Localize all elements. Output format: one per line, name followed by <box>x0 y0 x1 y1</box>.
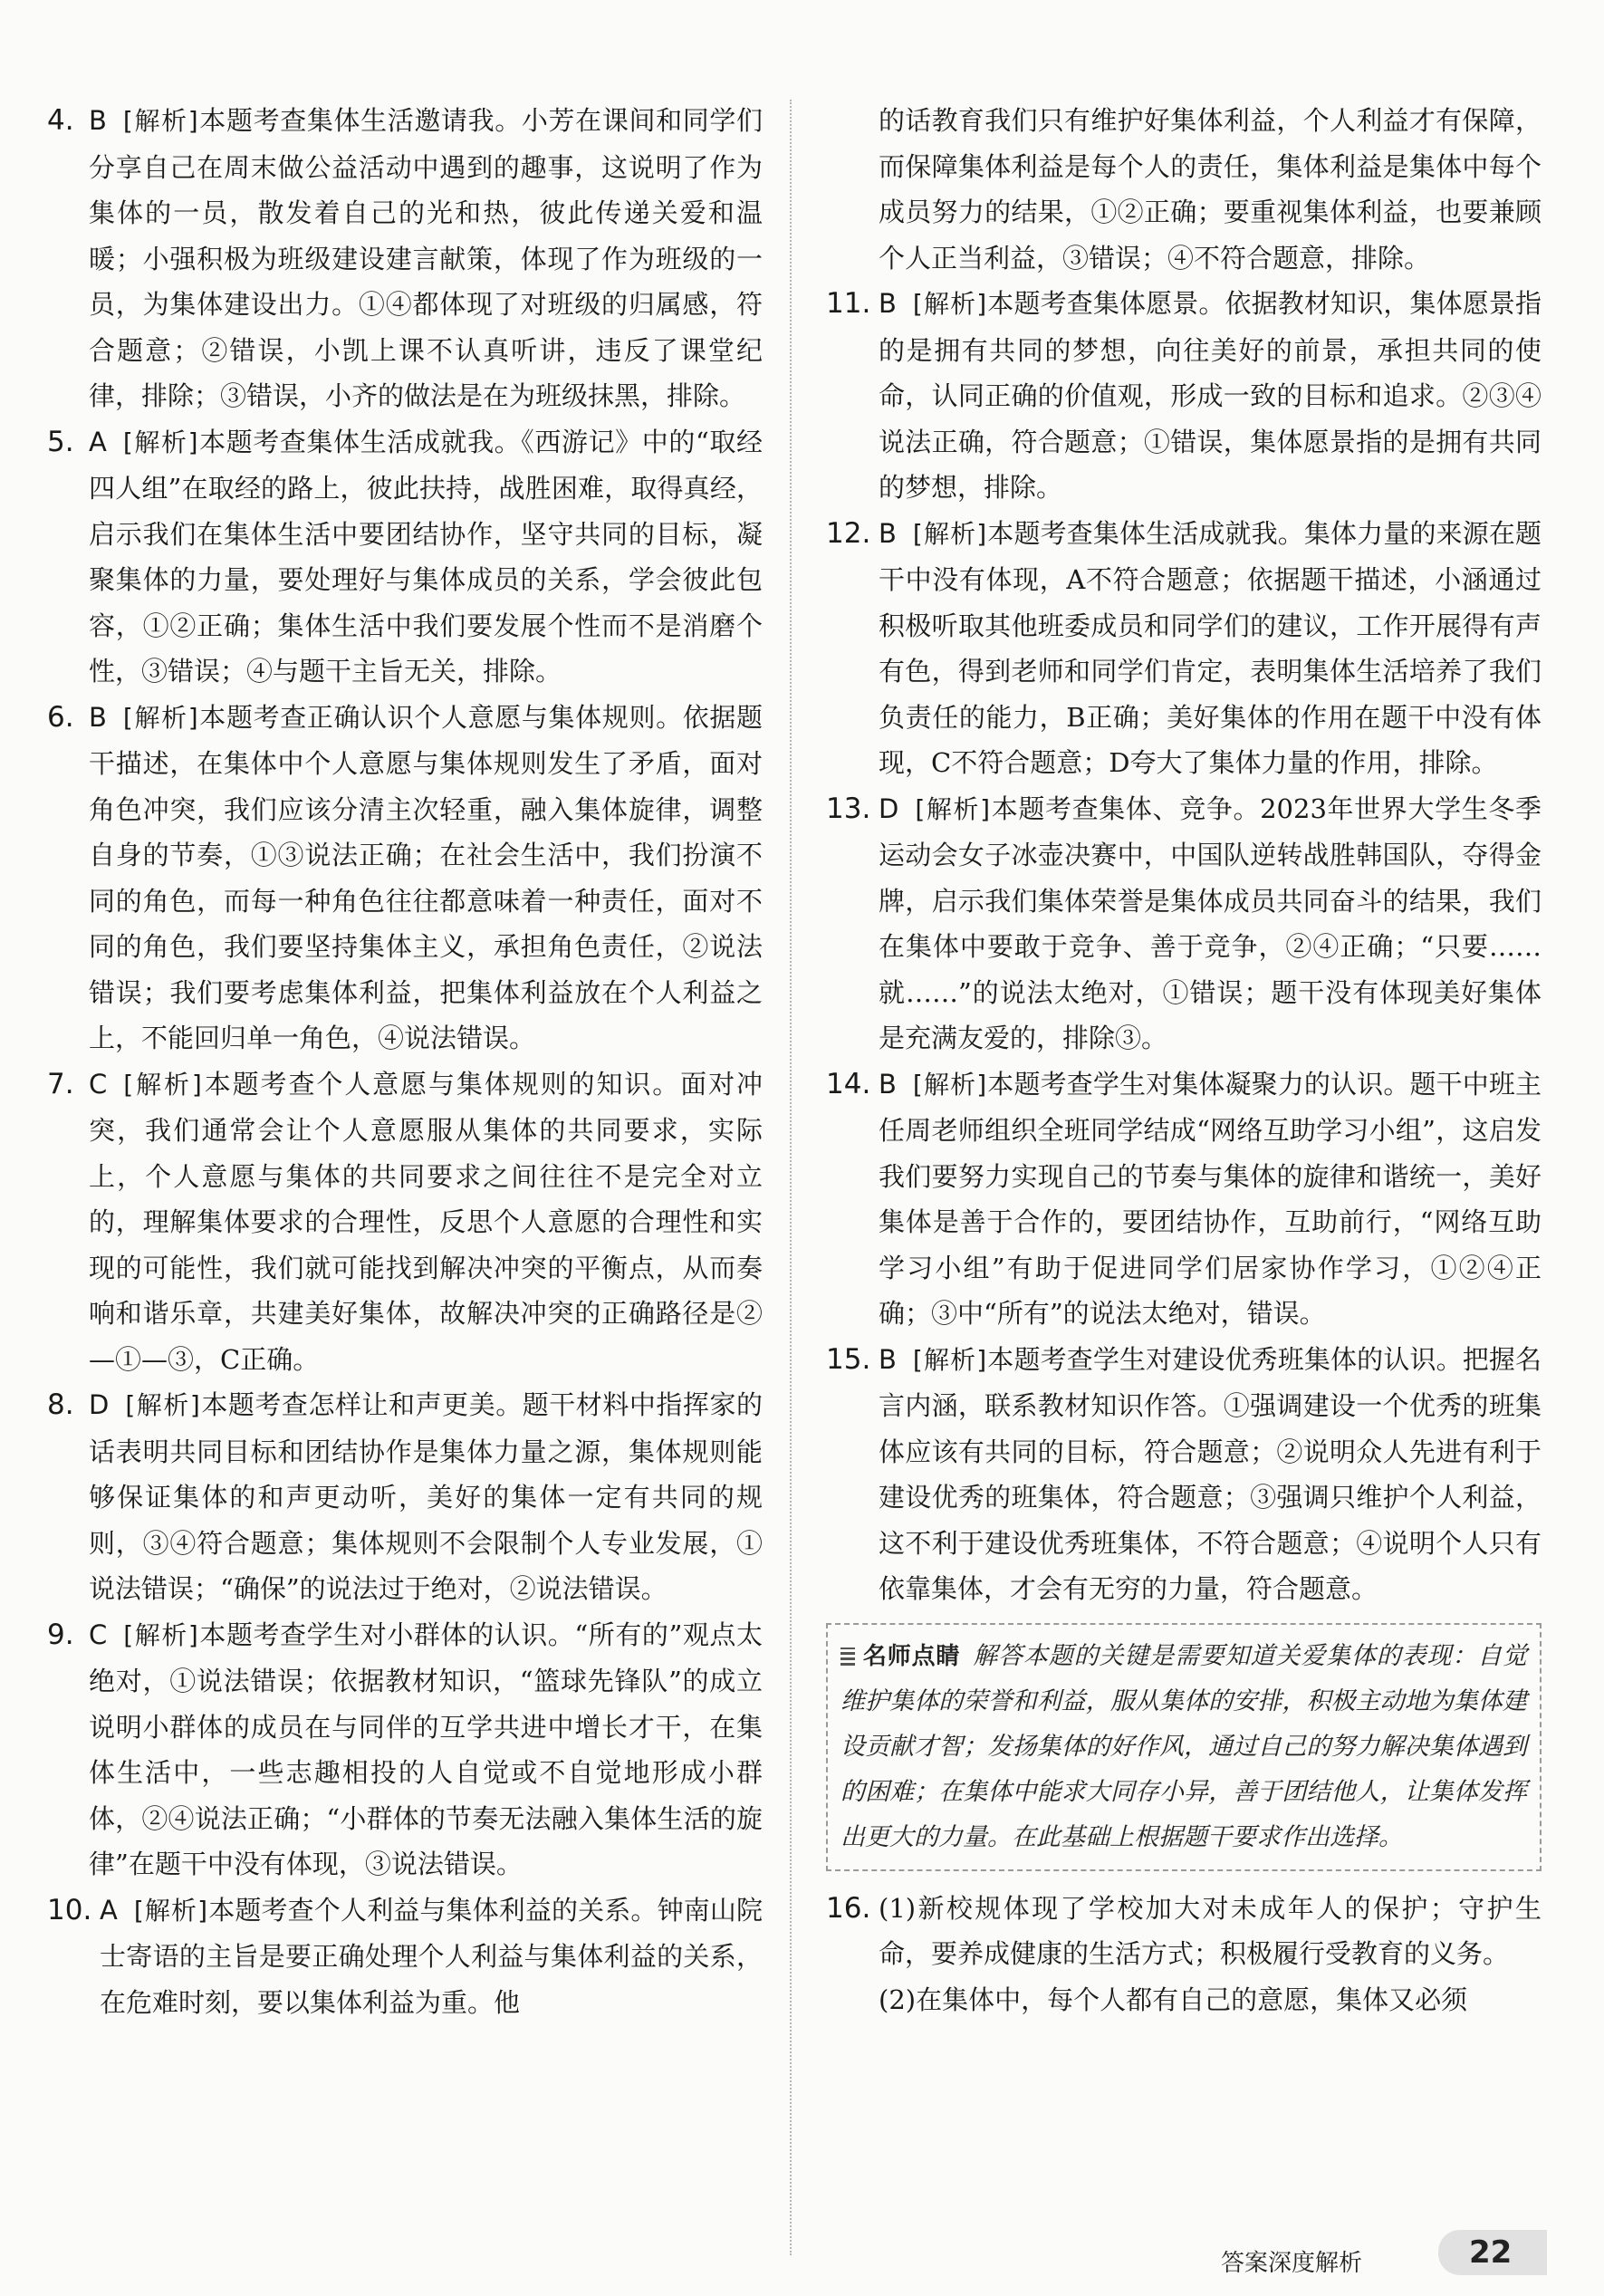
question-number: 4. <box>47 104 74 137</box>
question-number: 6. <box>47 700 74 734</box>
answer-part-2: (2)在集体中，每个人都有自己的意愿，集体又必须 <box>879 1984 1468 2015</box>
answer-item-16 <box>826 1886 1542 2023</box>
analysis-tag: [解析] <box>122 106 199 136</box>
analysis-tag: [解析] <box>133 1895 209 1926</box>
analysis-text: 本题考查个人利益与集体利益的关系。钟南山院士寄语的主旨是要正确处理个人利益与集体利益的关系，在危难时刻，要以集体利益为重。他 <box>100 1894 763 2018</box>
question-number: 16. <box>826 1891 871 1925</box>
analysis-text: 本题考查集体愿景。依据教材知识，集体愿景指的是拥有共同的梦想，向往美好的前景，承担共同的使命，认同正确的价值观，形成一致的目标和追求。②③④说法正确，符合题意；①错误，集体愿景指的是拥有共同的梦想，排除。 <box>879 288 1542 503</box>
analysis-tag: [解析] <box>915 793 992 824</box>
question-number: 12. <box>826 516 871 550</box>
answer-item-10 <box>47 1888 763 2026</box>
answer-option: A <box>100 1894 118 1926</box>
analysis-text: 本题考查学生对小群体的认识。“所有的”观点太绝对，①说法错误；依据教材知识，“篮球先锋队”的成立说明小群体的成员在与同伴的互学共进中增长才干，在集体生活中，一些志趣相投的人自觉或不自觉地形成小群体，②④说法正确；“小群体的节奏无法融入集体生活的旋律”在题干中没有体现，③说法错误。 <box>89 1619 763 1879</box>
column-divider <box>790 100 792 2255</box>
tip-marker-icon <box>840 1648 855 1666</box>
answer-option: B <box>879 288 897 319</box>
analysis-tag: [解析] <box>912 518 988 549</box>
question-number: 11. <box>826 287 871 320</box>
answer-item-11 <box>826 281 1542 511</box>
page-number: 22 <box>1438 2230 1547 2275</box>
analysis-tag: [解析] <box>912 1344 988 1375</box>
analysis-tag: [解析] <box>123 1619 199 1650</box>
question-number: 15. <box>826 1342 871 1376</box>
analysis-text: 本题考查学生对建设优秀班集体的认识。把握名言内涵，联系教材知识作答。①强调建设一个优秀的班集体应该有共同的目标，符合题意；②说明众人先进有利于建设优秀的班集体，符合题意；③强调只维护个人利益，这不利于建设优秀班集体，不符合题意；④说明个人只有依靠集体，才会有无穷的力量，符合题意。 <box>879 1343 1542 1604</box>
answer-option: B <box>89 701 107 733</box>
question-number: 8. <box>47 1388 74 1421</box>
right-column <box>826 98 1542 2022</box>
analysis-tag: [解析] <box>912 289 988 319</box>
answer-option: D <box>89 1389 110 1420</box>
analysis-text: 本题考查个人意愿与集体规则的知识。面对冲突，我们通常会让个人意愿服从集体的共同要求，实际上，个人意愿与集体的共同要求之间往往不是完全对立的，理解集体要求的合理性，反思个人意愿的合理性和实现的可能性，我们就可能找到解决冲突的平衡点，从而奏响和谐乐章，共建美好集体，故解决冲突的正确路径是②—①—③，C正确。 <box>89 1068 763 1375</box>
analysis-text: 本题考查学生对集体凝聚力的认识。题干中班主任周老师组织全班同学结成“网络互助学习小组”，这启发我们要努力实现自己的节奏与集体的旋律和谐统一，美好集体是善于合作的，要团结协作，互助前行，“网络互助学习小组”有助于促进同学们居家协作学习，①②④正确；③中“所有”的说法太绝对，错误。 <box>879 1068 1542 1329</box>
analysis-text: 本题考查集体生活成就我。《西游记》中的“取经四人组”在取经的路上，彼此扶持，战胜困难，取得真经，启示我们在集体生活中要团结协作，坚守共同的目标，凝聚集体的力量，要处理好与集体成员的关系，学会彼此包容，①②正确；集体生活中我们要发展个性而不是消磨个性，③错误；④与题干主旨无关，排除。 <box>89 426 763 687</box>
answer-option: A <box>89 426 107 457</box>
tip-text: 解答本题的关键是需要知道关爱集体的表现：自觉维护集体的荣誉和利益，服从集体的安排，积极主动地为集体建设贡献才智；发扬集体的好作风，通过自己的努力解决集体遇到的困难；在集体中能求大同存小异，善于团结他人，让集体发挥出更大的力量。在此基础上根据题干要求作出选择。 <box>840 1641 1527 1851</box>
analysis-tag: [解析] <box>122 702 199 733</box>
analysis-text: 本题考查集体、竞争。2023年世界大学生冬季运动会女子冰壶决赛中，中国队逆转战胜韩国队，夺得金牌，启示我们集体荣誉是集体成员共同奋斗的结果，我们在集体中要敢于竞争、善于竞争，②④正确；“只要……就……”的说法太绝对，①错误；题干没有体现美好集体是充满友爱的，排除③。 <box>879 793 1542 1053</box>
analysis-tag: [解析] <box>123 1069 203 1100</box>
analysis-text: 本题考查怎样让和声更美。题干材料中指挥家的话表明共同目标和团结协作是集体力量之源，集体规则能够保证集体的和声更动听，美好的集体一定有共同的规则，③④符合题意；集体规则不会限制个人专业发展，①说法错误；“确保”的说法过于绝对，②说法错误。 <box>89 1389 763 1604</box>
answer-item-13 <box>826 786 1542 1062</box>
answer-item-8 <box>47 1382 763 1612</box>
question-number: 10. <box>47 1893 92 1926</box>
answer-option: B <box>89 105 107 136</box>
answer-item-5 <box>47 419 763 695</box>
question-number: 9. <box>47 1618 74 1651</box>
analysis-text: 本题考查集体生活成就我。集体力量的来源在题干中没有体现，A不符合题意；依据题干描述，小涵通过积极听取其他班委成员和同学们的建议，工作开展得有声有色，得到老师和同学们肯定，表明集体生活培养了我们负责任的能力，B正确；美好集体的作用在题干中没有体现，C不符合题意；D夸大了集体力量的作用，排除。 <box>879 517 1542 778</box>
analysis-tag: [解析] <box>912 1069 988 1100</box>
answer-item-12 <box>826 511 1542 786</box>
answer-item-9 <box>47 1612 763 1888</box>
question-number: 7. <box>47 1067 74 1100</box>
answer-option: B <box>879 1343 897 1375</box>
left-column <box>47 98 763 2025</box>
answer-option: C <box>89 1068 108 1100</box>
answer-item-7 <box>47 1062 763 1383</box>
question-number: 5. <box>47 425 74 458</box>
question-number: 13. <box>826 792 871 825</box>
analysis-tag: [解析] <box>122 427 199 457</box>
analysis-text: 本题考查正确认识个人意愿与集体规则。依据题干描述，在集体中个人意愿与集体规则发生了矛盾，面对角色冲突，我们应该分清主次轻重，融入集体旋律，调整自身的节奏，①③说法正确；在社会生活中，我们扮演不同的角色，而每一种角色往往都意味着一种责任，面对不同的角色，我们要坚持集体主义，承担角色责任，②说法错误；我们要考虑集体利益，把集体利益放在个人利益之上，不能回归单一角色，④说法错误。 <box>89 701 763 1053</box>
answer-option: D <box>879 793 899 824</box>
footer-section-label: 答案深度解析 <box>1221 2250 1363 2277</box>
question-number: 14. <box>826 1067 871 1100</box>
answer-part-1: (1)新校规体现了学校加大对未成年人的保护；守护生命，要养成健康的生活方式；积极履行受教育的义务。 <box>879 1892 1542 1969</box>
tip-title: 名师点睛 <box>862 1642 961 1670</box>
analysis-tag: [解析] <box>125 1390 201 1420</box>
answer-item-14 <box>826 1062 1542 1337</box>
teacher-tip-box <box>826 1623 1542 1871</box>
answer-item-4 <box>47 98 763 419</box>
answer-item-6 <box>47 695 763 1062</box>
answer-option: B <box>879 517 897 549</box>
answer-item-10-continued: 的话教育我们只有维护好集体利益，个人利益才有保障，而保障集体利益是每个人的责任，集体利益是集体中每个成员努力的结果，①②正确；要重视集体利益，也要兼顾个人正当利益，③错误；④不符合题意，排除。 <box>879 105 1542 274</box>
analysis-text: 本题考查集体生活邀请我。小芳在课间和同学们分享自己在周末做公益活动中遇到的趣事，这说明了作为集体的一员，散发着自己的光和热，彼此传递关爱和温暖；小强积极为班级建设建言献策，体现了作为班级的一员，为集体建设出力。①④都体现了对班级的归属感，符合题意；②错误，小凯上课不认真听讲，违反了课堂纪律，排除；③错误，小齐的做法是在为班级抹黑，排除。 <box>89 105 763 411</box>
answer-option: C <box>89 1619 108 1650</box>
answer-option: B <box>879 1068 897 1100</box>
answer-item-15 <box>826 1337 1542 1612</box>
